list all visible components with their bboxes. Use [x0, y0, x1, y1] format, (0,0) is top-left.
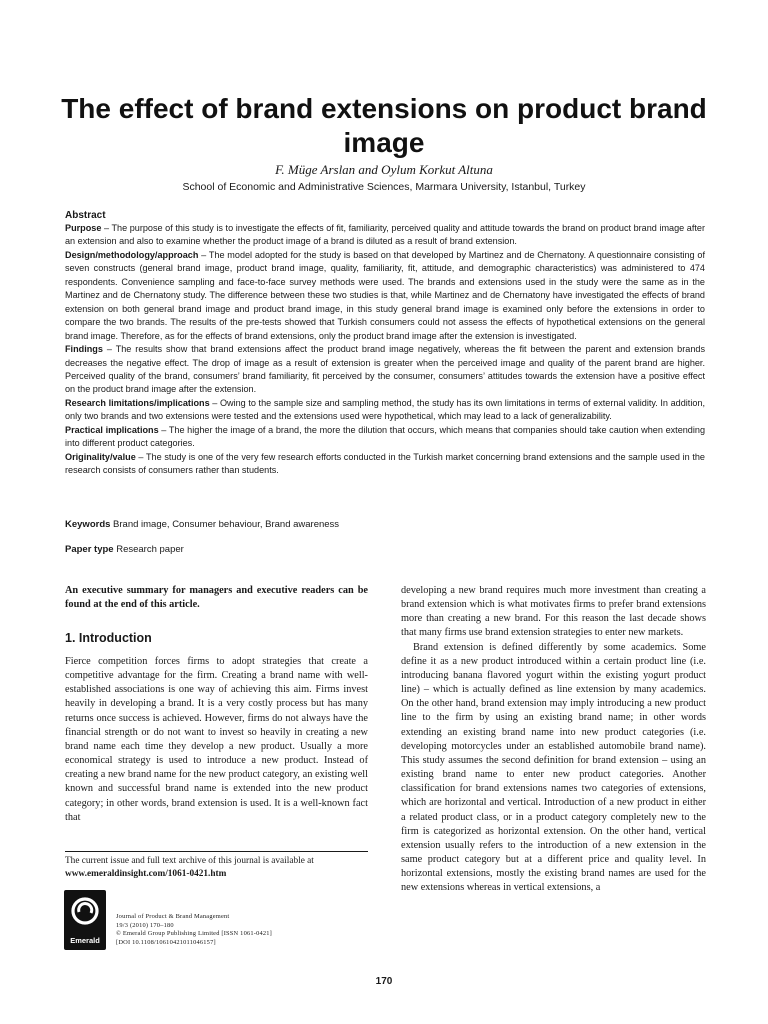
abstract-design: Design/methodology/approach – The model adopted for the study is based on that developed by Martinez and de Chernatony. A questionnaire consisting of seven constructs (general brand image, product brand image, quality, familiarity, fit, attitude, and demographic characteristics) was administered to 474 respondents. Convenience sampling and face-to-face survey methods were used. The brands and extensions used in the study were the same as in the Martinez and de Chernatony study. The difference between these two studies is that, while Martinez and de Chernatony have investigated the effects of brand extension on both general brand image and product brand image, in this study general brand image is examined only before the extensions in order to compare the two brands. The results of the pre-tests showed that Turkish consumers could not assess the effects of hypothetical extensions on the general brand image. Therefore, as for the effects of brand extensions, only the product brand image after the extension is investigated. — [65, 249, 705, 341]
affiliation: School of Economic and Administrative Sciences, Marmara University, Istanbul, Turkey — [182, 181, 586, 193]
emerald-logo-icon — [70, 896, 100, 926]
emerald-logo — [64, 890, 106, 950]
right-column — [401, 584, 706, 895]
abstract-findings: Findings – The results show that brand extensions affect the product brand image negatively, whereas the fit between the parent and extension brands decreases the negative effect. The drop of image as a result of extension is greater when the perceived image and quality of the parent brand are higher. Perceived quality of the brand, consumers’ brand familiarity, fit perceived by the consumer, consumers’ attitudes towards the extension have a positive effect on the product brand image after the extension. — [65, 344, 705, 395]
authors: F. Müge Arslan and Oylum Korkut Altuna — [275, 162, 493, 177]
paper-type: Paper type Research paper — [65, 544, 184, 555]
footnote-text: The current issue and full text archive of this journal is available at — [65, 856, 314, 866]
journal-copyright: © Emerald Group Publishing Limited [ISSN 1061-0421] — [116, 930, 272, 937]
journal-url-link[interactable]: www.emeraldinsight.com/1061-0421.htm — [65, 869, 227, 879]
abstract-originality: Originality/value – The study is one of the very few research efforts conducted in the Turkish market concerning brand extensions and the sample used in the research consists of consumers rather than students. — [65, 451, 705, 476]
journal-doi: [DOI 10.1108/10610421011046157] — [116, 938, 216, 946]
paragraph: developing a new brand requires much more investment than creating a brand extension which is what motivates firms to prefer brand extensions more than creating a new brand. For this reason the last decade shows that many firms use brand extension strategies to enter new markets. — [401, 585, 706, 639]
footnote-divider — [65, 851, 368, 852]
keywords: Keywords Brand image, Consumer behaviour, Brand awareness — [65, 519, 340, 530]
journal-name: Journal of Product & Brand Management — [116, 913, 230, 920]
left-body-text — [65, 655, 368, 825]
footnote — [65, 855, 368, 881]
abstract-limitations: Research limitations/implications – Owing to the sample size and sampling method, the study has its own limitations in terms of external validity. In addition, only two brands and two extensions were tested and the extensions used were hypothetical, which may lead to a lack of generalizability. — [65, 397, 705, 422]
abstract — [65, 209, 705, 478]
executive-summary-note: An executive summary for managers and executive readers can be found at the end of this article. — [65, 585, 368, 610]
page-number: 170 — [375, 976, 393, 987]
journal-volume: 19/3 (2010) 170–180 — [116, 921, 174, 929]
abstract-heading: Abstract — [65, 210, 106, 221]
paragraph: Fierce competition forces firms to adopt strategies that create a competitive advantage for the firm. Creating a brand name with well-established associations is one way of achieving this aim. Firms invest heavily in developing a brand. It is a very costly process but has many returns once success is achieved. However, firms do not always have the financial strength or do not want to invest so heavily in creating a new brand name each time they develop a new product. Usually a more economical strategy is used to introduce a new product. Instead of creating a new brand name for the new product category, an existing well known and successful brand name is extended into the new product category; in other words, brand extension is used. It is a well-known fact that — [65, 656, 368, 823]
right-body-text — [401, 584, 706, 895]
journal-info — [116, 913, 366, 947]
left-column — [65, 584, 368, 825]
abstract-purpose: Purpose – The purpose of this study is to investigate the effects of fit, familiarity, perceived quality and attitude towards the brand on product brand image after an extension and also to examine whether the product image of a brand is diluted as a result of brand extension. — [65, 223, 705, 247]
abstract-practical: Practical implications – The higher the image of a brand, the more the dilution that occurs, which means that companies should take caution when extending into different product categories. — [65, 424, 706, 449]
section-heading-introduction: 1. Introduction — [65, 631, 152, 645]
logo-text: Emerald — [70, 936, 100, 945]
paragraph: Brand extension is defined differently by some academics. Some define it as a new product introduced within a certain product line (i.e. introducing banana flavored yogurt within the existing yogurt product line) – which is actually defined as line extension by many academics. On the other hand, brand extension may imply introducing a new product line to the firm by using an existing brand name; in other words extending an existing brand name into new product categories (i.e. developing motorcycles under an established automobile brand name). This study assumes the second definition for brand extension – using an existing brand name to enter new product categories. Another classification for brand extensions names two categories of extensions, which are horizontal and vertical. Introduction of a new product in either a related product class, or in a product category completely new to the firm is categorized as horizontal extension. On the other hand, vertical extension usually refers to the introduction of a new extension in the same product category but at a different price and quality level. In horizontal extensions, mostly the existing brand names are used for the new extensions whereas in vertical extensions, a — [401, 641, 706, 894]
paper-title: The effect of brand extensions on product brand image — [61, 93, 707, 158]
